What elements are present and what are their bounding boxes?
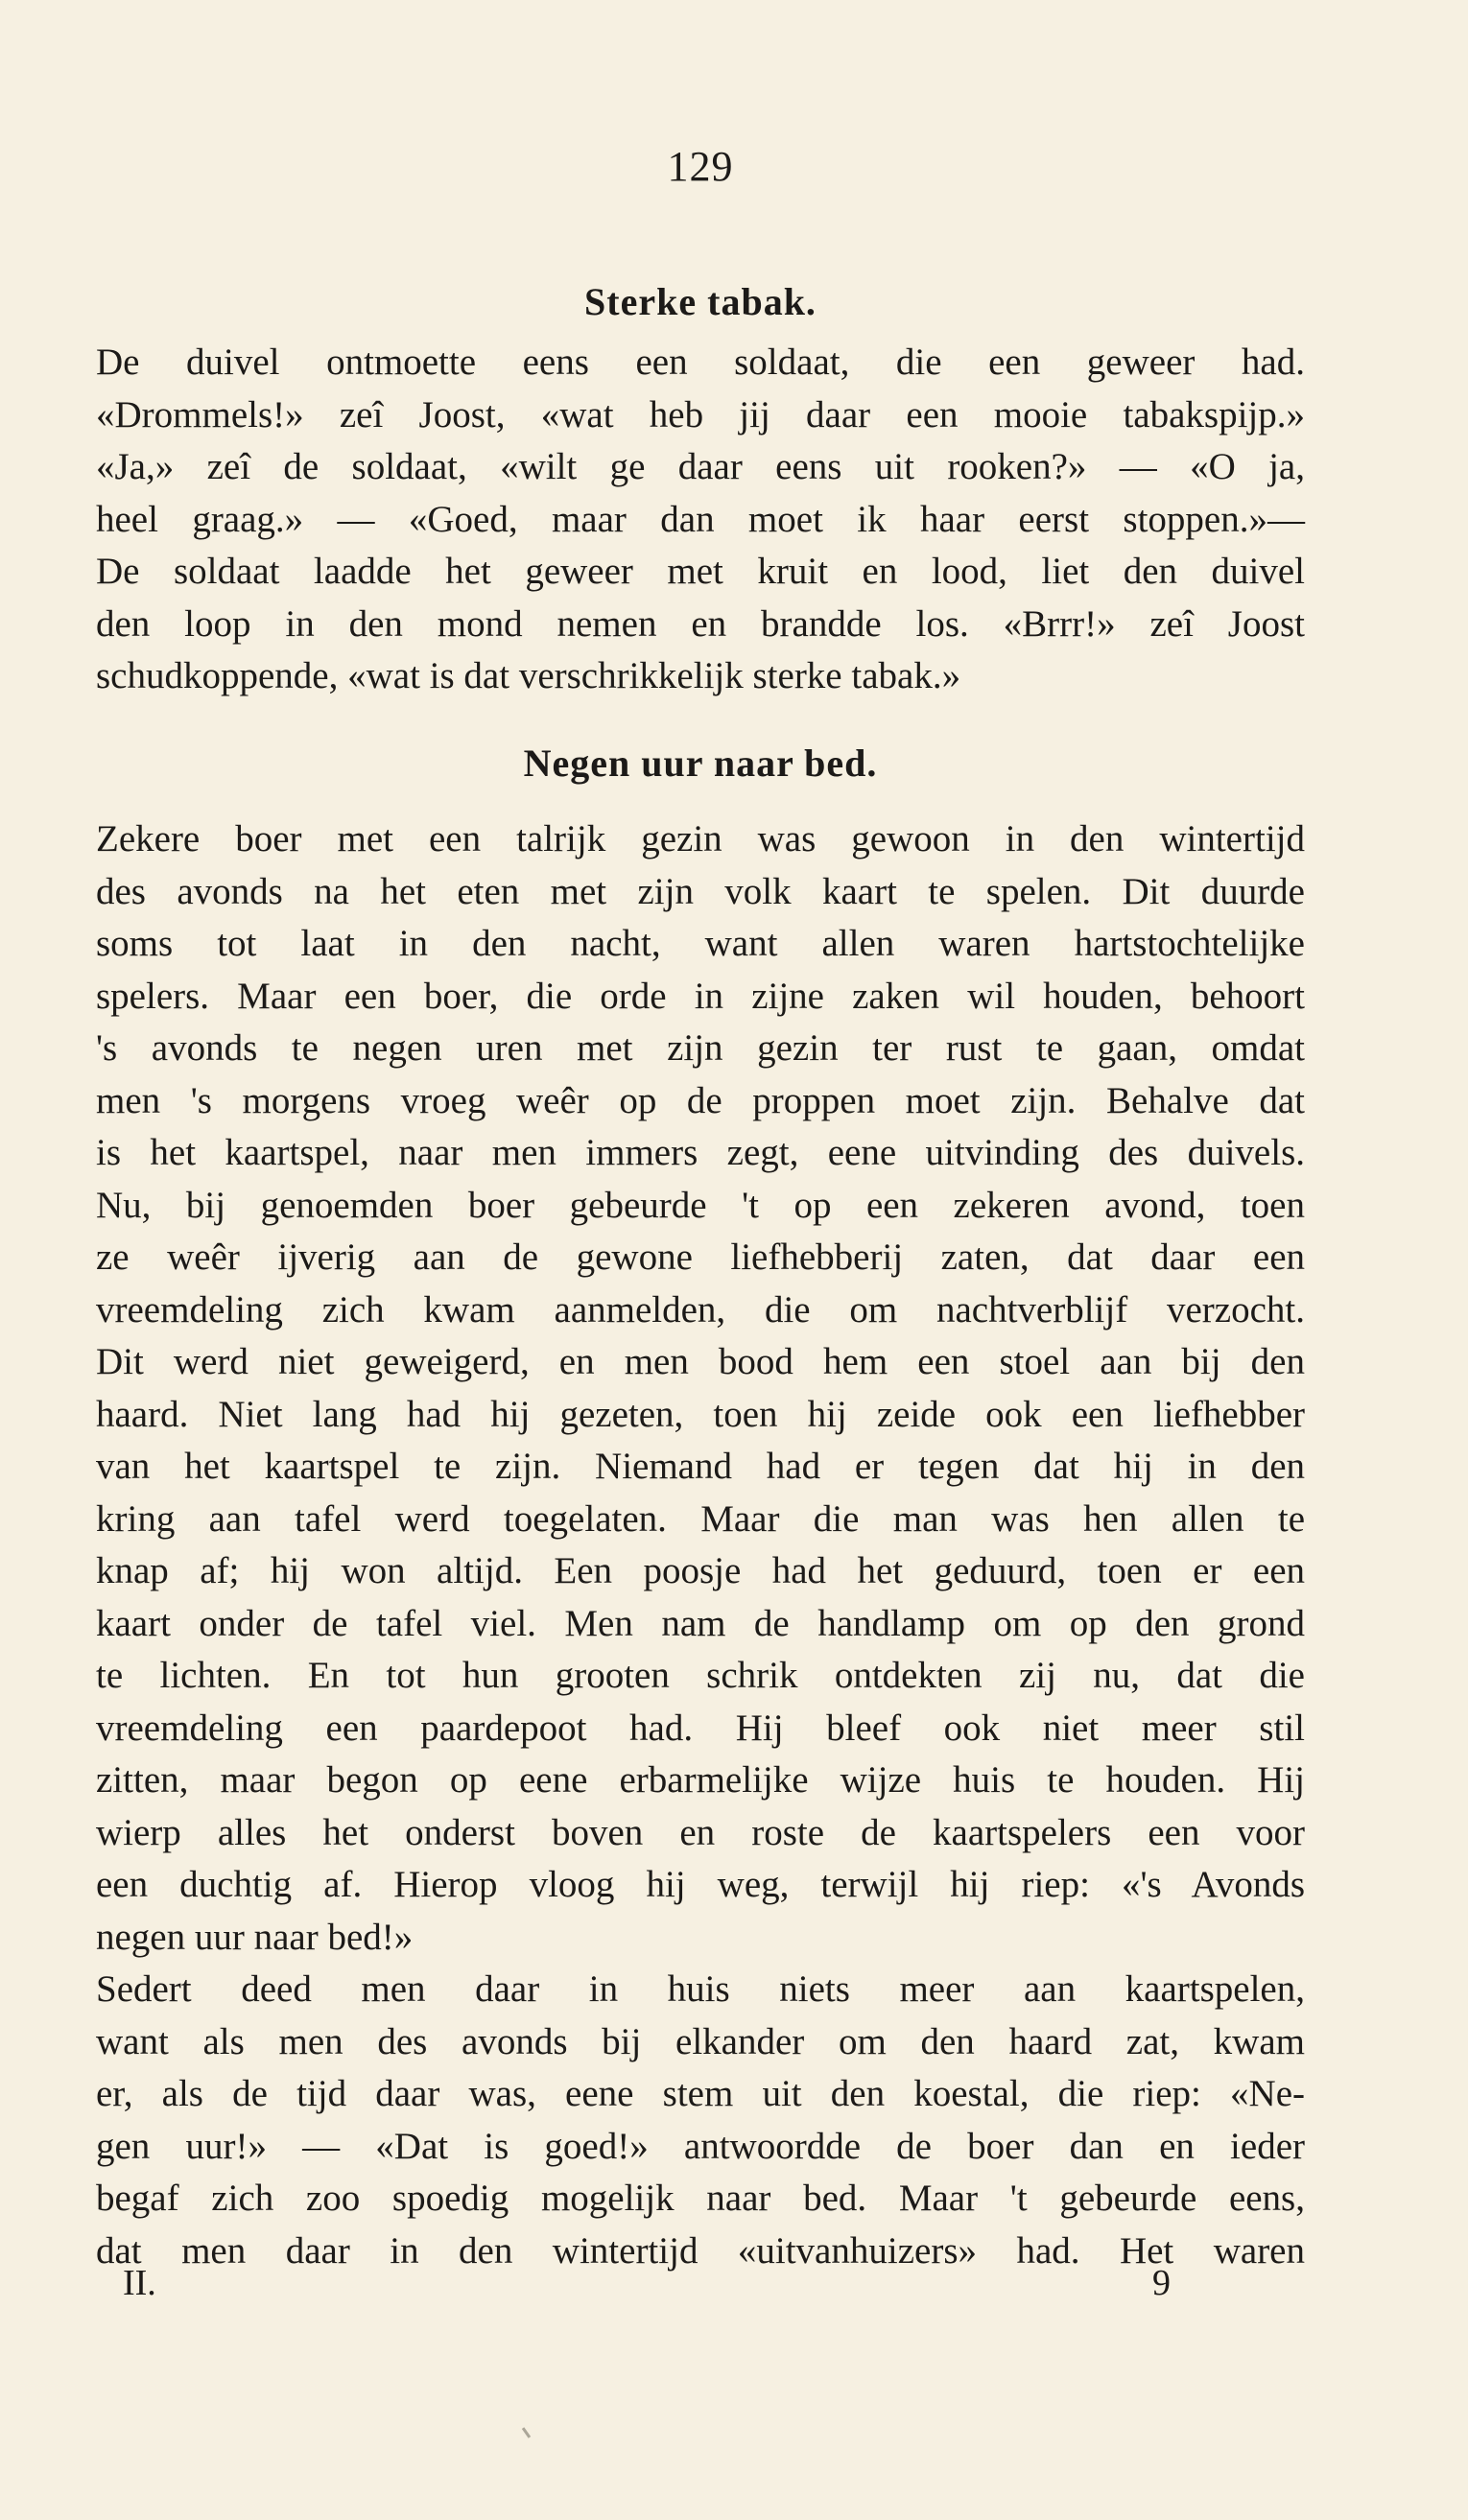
text-line: begaf zich zoo spoedig mogelijk naar bed. Maar 't gebeurde eens, — [96, 2178, 1305, 2219]
text-line: schudkoppende, «wat is dat verschrikkelijk sterke tabak.» — [96, 655, 961, 696]
text-line: zitten, maar begon op eene erbarmelijke wijze huis te houden. Hij — [96, 1759, 1305, 1801]
page-footer — [96, 2259, 1171, 2307]
text-line: men 's morgens vroeg weêr op de proppen moet zijn. Behalve dat — [96, 1079, 1305, 1121]
text-line: ze weêr ijverig aan de gewone liefhebberij zaten, dat daar een — [96, 1236, 1305, 1278]
text-line: spelers. Maar een boer, die orde in zijne zaken wil houden, behoort — [96, 975, 1305, 1017]
page-number: 129 — [667, 143, 734, 190]
text-line: er, als de tijd daar was, eene stem uit den koestal, die riep: «Ne- — [96, 2073, 1305, 2114]
paper-speck — [522, 2427, 531, 2438]
text-line: Dit werd niet geweigerd, en men bood hem een stoel aan bij den — [96, 1341, 1305, 1382]
text-line: «Ja,» zeî de soldaat, «wilt ge daar eens uit rooken?» — «O ja, — [96, 446, 1305, 487]
text-line: des avonds na het eten met zijn volk kaart te spelen. Dit duurde — [96, 870, 1305, 912]
text-line: soms tot laat in den nacht, want allen waren hartstochtelijke — [96, 923, 1305, 964]
signature-mark: 9 — [1152, 2263, 1171, 2303]
volume-mark: II. — [123, 2263, 156, 2303]
text-line: «Drommels!» zeî Joost, «wat heb jij daar een mooie tabakspijp.» — [96, 393, 1305, 436]
text-line: De duivel ontmoette eens een soldaat, die een geweer had. — [96, 341, 1305, 383]
text-line: dat men daar in den wintertijd «uitvanhuizers» had. Het waren — [96, 2229, 1305, 2272]
section-title: Sterke tabak. — [584, 280, 817, 323]
text-line: den loop in den mond nemen en brandde los. «Brrr!» zeî Joost — [96, 602, 1305, 645]
text-line: haard. Niet lang had hij gezeten, toen hij zeide ook een liefhebber — [96, 1393, 1305, 1435]
text-line: vreemdeling een paardepoot had. Hij bleef ook niet meer stil — [96, 1707, 1305, 1749]
text-line: kaart onder de tafel viel. Men nam de handlamp om op den grond — [96, 1602, 1305, 1644]
text-line: gen uur!» — «Dat is goed!» antwoordde de boer dan en ieder — [96, 2125, 1305, 2167]
text-line: knap af; hij won altijd. Een poosje had het geduurd, toen er een — [96, 1550, 1305, 1591]
text-line: van het kaartspel te zijn. Niemand had er tegen dat hij in den — [96, 1446, 1305, 1487]
text-line: negen uur naar bed!» — [96, 1916, 414, 1958]
text-line: vreemdeling zich kwam aanmelden, die om nachtverblijf verzocht. — [96, 1288, 1305, 1331]
section-sterke-tabak — [96, 273, 1305, 703]
text-line: De soldaat laadde het geweer met kruit en lood, liet den duivel — [96, 551, 1305, 592]
text-line: want als men des avonds bij elkander om den haard zat, kwam — [96, 2020, 1305, 2062]
text-line: Zekere boer met een talrijk gezin was gewoon in den wintertijd — [96, 818, 1305, 860]
text-line: is het kaartspel, naar men immers zegt, eene uitvinding des duivels. — [96, 1132, 1305, 1173]
text-line: wierp alles het onderst boven en roste de kaartspelers een voor — [96, 1811, 1305, 1853]
text-line: Nu, bij genoemden boer gebeurde 't op een zekeren avond, toen — [96, 1184, 1305, 1226]
text-line: kring aan tafel werd toegelaten. Maar die man was hen allen te — [96, 1497, 1305, 1540]
text-line: te lichten. En tot hun grooten schrik ontdekten zij nu, dat die — [96, 1655, 1305, 1696]
text-line: een duchtig af. Hierop vloog hij weg, terwijl hij riep: «'s Avonds — [96, 1864, 1305, 1905]
section-title: Negen uur naar bed. — [523, 742, 878, 785]
section-negen-uur — [96, 735, 1305, 2277]
text-line: 's avonds te negen uren met zijn gezin ter rust te gaan, omdat — [96, 1027, 1305, 1069]
text-line: heel graag.» — «Goed, maar dan moet ik haar eerst stoppen.»— — [96, 498, 1305, 540]
text-line: Sedert deed men daar in huis niets meer aan kaartspelen, — [96, 1968, 1305, 2010]
